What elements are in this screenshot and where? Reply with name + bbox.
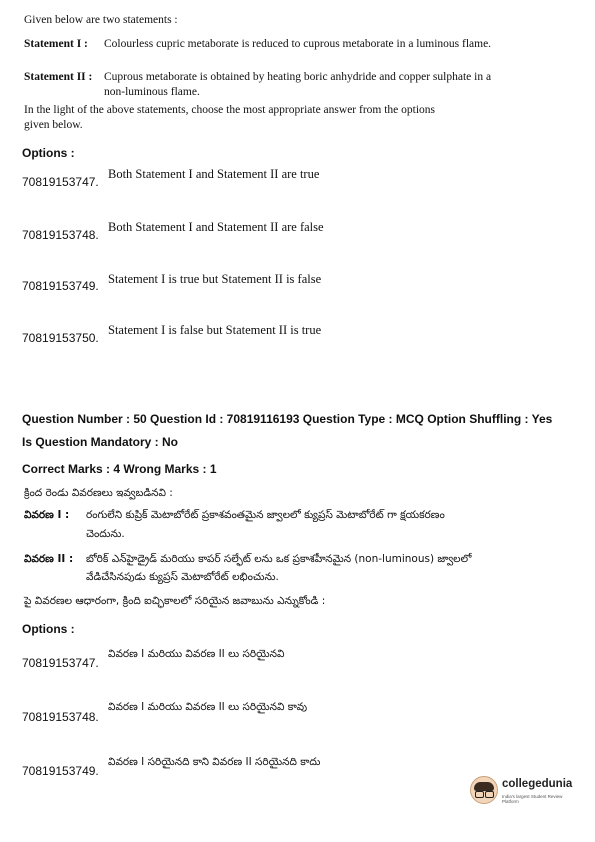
option-text: Both Statement I and Statement II are false bbox=[108, 220, 324, 234]
logo-name: collegedunia bbox=[502, 778, 573, 790]
option-text: వివరణ I మరియు వివరణ II లు సరియైనవి bbox=[108, 648, 285, 660]
telugu-instruction: పై వివరణల ఆధారంగా, క్రింది ఐచ్ఛికాలలో సరియైన జవాబును ఎన్నుకోండి : bbox=[24, 595, 326, 607]
telugu-statement-1-label: వివరణ I : bbox=[24, 509, 70, 521]
statement-1-label: Statement I : bbox=[24, 38, 88, 50]
options-heading: Options : bbox=[22, 146, 75, 160]
question-intro: Given below are two statements : bbox=[24, 14, 178, 26]
question-meta-line-1: Question Number : 50 Question Id : 70819116193 Question Type : MCQ Option Shuffling : Yes bbox=[22, 412, 553, 426]
telugu-statement-1-line-1: రంగులేని కుప్రిక్ మెటాబోరేట్ ప్రకాశవంతమైన జ్వాలలో క్యుప్రస్ మెటాబోరేట్ గా క్షయకరణం bbox=[86, 509, 445, 521]
statement-1-text: Colourless cupric metaborate is reduced to cuprous metaborate in a luminous flame. bbox=[104, 38, 492, 50]
question-marks: Correct Marks : 4 Wrong Marks : 1 bbox=[22, 462, 217, 476]
statement-2-label: Statement II : bbox=[24, 71, 93, 83]
option-id: 70819153750. bbox=[22, 331, 99, 345]
question-meta-line-2: Is Question Mandatory : No bbox=[22, 435, 179, 449]
statement-2-text: Cuprous metaborate is obtained by heating boric anhydride and copper sulphate in a non-luminous flame. bbox=[104, 71, 492, 98]
telugu-statement-1-line-2: చెందును. bbox=[86, 528, 125, 540]
mascot-icon bbox=[470, 776, 498, 804]
option-text: వివరణ I మరియు వివరణ II లు సరియైనవి కావు bbox=[108, 701, 308, 713]
telugu-intro: క్రింద రెండు వివరణలు ఇవ్వబడినవి : bbox=[24, 487, 173, 499]
option-text: వివరణ I సరియైనది కాని వివరణ II సరియైనది కాదు bbox=[108, 756, 321, 768]
instruction-line-2: given below. bbox=[24, 119, 83, 131]
option-text: Statement I is false but Statement II is true bbox=[108, 323, 322, 337]
option-text: Both Statement I and Statement II are true bbox=[108, 167, 320, 181]
option-text: Statement I is true but Statement II is false bbox=[108, 272, 322, 286]
option-id: 70819153748. bbox=[22, 228, 99, 242]
instruction-line-1: In the light of the above statements, choose the most appropriate answer from the options bbox=[24, 104, 436, 116]
option-id: 70819153748. bbox=[22, 710, 99, 724]
telugu-statement-2-label: వివరణ II : bbox=[24, 553, 74, 565]
options-heading: Options : bbox=[22, 622, 75, 636]
option-id: 70819153749. bbox=[22, 764, 99, 778]
option-id: 70819153747. bbox=[22, 656, 99, 670]
collegedunia-logo bbox=[470, 772, 573, 808]
telugu-statement-2-line-2: వేడిచేసినపుడు క్యుప్రస్ మెటాబోరేట్ లభించును. bbox=[86, 571, 279, 583]
logo-tagline: India's largest Student Review Platform bbox=[502, 794, 563, 804]
option-id: 70819153747. bbox=[22, 175, 99, 189]
telugu-statement-2-line-1: బోరిక్ ఎన్‌హైడ్రైడ్ మరియు కాపర్ సల్ఫేట్ లను ఒక ప్రకాశహీనమైన (non-luminous) జ్వాలలో bbox=[86, 553, 472, 565]
option-id: 70819153749. bbox=[22, 279, 99, 293]
